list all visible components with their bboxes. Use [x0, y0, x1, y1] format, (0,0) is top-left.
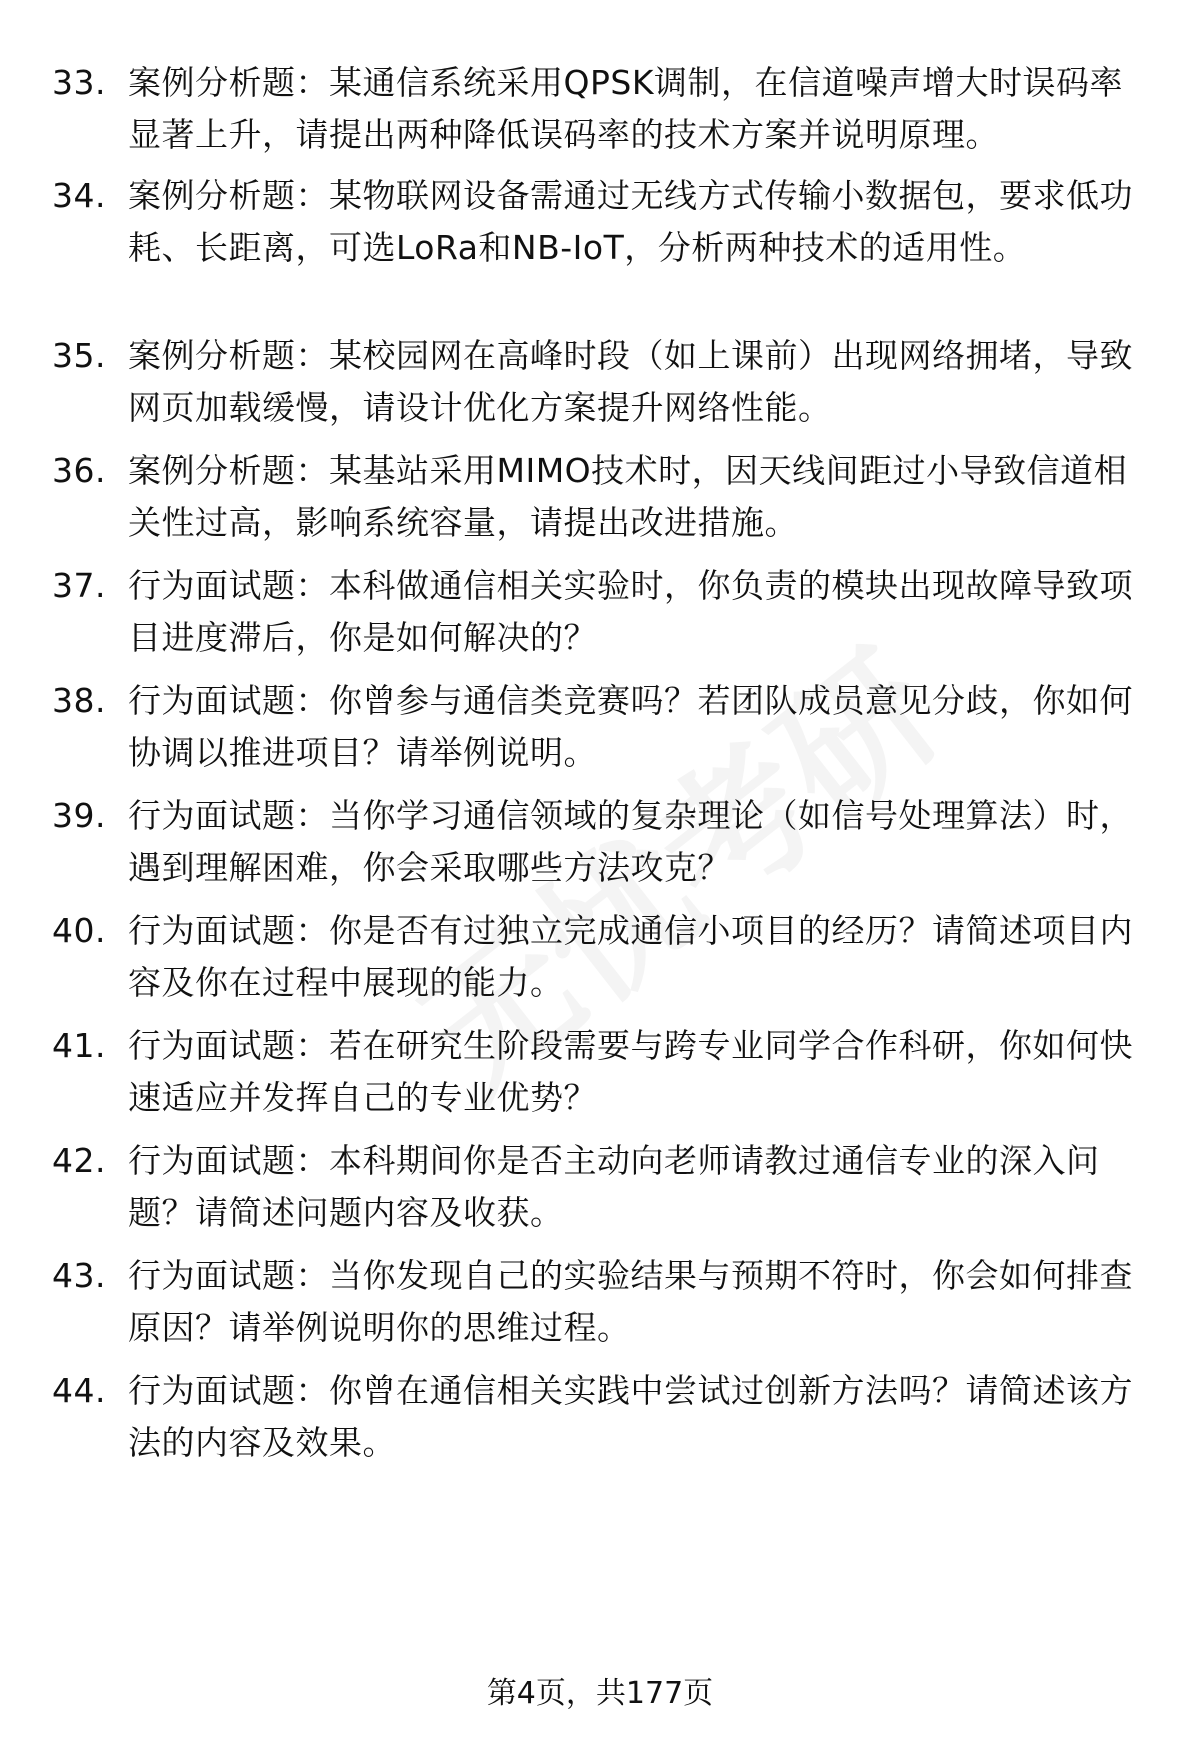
question-number: 34. [52, 176, 106, 215]
page-number-footer: 第4页，共177页 [486, 1676, 714, 1711]
question-text: 行为面试题：当你学习通信领域的复杂理论（如信号处理算法）时，遇到理解困难，你会采取哪些方法攻克？ [128, 796, 1133, 887]
question-number: 35. [52, 336, 106, 375]
question-text: 行为面试题：你曾参与通信类竞赛吗？若团队成员意见分歧，你如何协调以推进项目？请举例说明。 [128, 681, 1133, 772]
question-number: 37. [52, 566, 106, 605]
question-text: 行为面试题：你是否有过独立完成通信小项目的经历？请简述项目内容及你在过程中展现的能力。 [128, 911, 1133, 1002]
question-number: 38. [52, 681, 106, 720]
question-text: 行为面试题：当你发现自己的实验结果与预期不符时，你会如何排查原因？请举例说明你的思维过程。 [128, 1256, 1133, 1347]
question-text: 行为面试题：本科期间你是否主动向老师请教过通信专业的深入问题？请简述问题内容及收获。 [128, 1141, 1100, 1232]
question-number: 36. [52, 451, 106, 490]
question-number: 40. [52, 911, 106, 950]
question-text: 案例分析题：某物联网设备需通过无线方式传输小数据包，要求低功耗、长距离，可选LoRa和NB-IoT，分析两种技术的适用性。 [128, 176, 1133, 267]
question-text: 案例分析题：某通信系统采用QPSK调制，在信道噪声增大时误码率显著上升，请提出两种降低误码率的技术方案并说明原理。 [128, 63, 1123, 154]
question-number: 42. [52, 1141, 106, 1180]
question-text: 案例分析题：某基站采用MIMO技术时，因天线间距过小导致信道相关性过高，影响系统容量，请提出改进措施。 [128, 451, 1128, 542]
question-text: 案例分析题：某校园网在高峰时段（如上课前）出现网络拥堵，导致网页加载缓慢，请设计优化方案提升网络性能。 [128, 336, 1133, 427]
question-text: 行为面试题：本科做通信相关实验时，你负责的模块出现故障导致项目进度滞后，你是如何解决的？ [128, 566, 1133, 657]
question-number: 33. [52, 63, 106, 102]
question-number: 43. [52, 1256, 106, 1295]
question-number: 44. [52, 1371, 106, 1410]
question-number: 39. [52, 796, 106, 835]
question-text: 行为面试题：若在研究生阶段需要与跨专业同学合作科研，你如何快速适应并发挥自己的专业优势？ [128, 1026, 1133, 1117]
question-text: 行为面试题：你曾在通信相关实践中尝试过创新方法吗？请简述该方法的内容及效果。 [128, 1371, 1133, 1462]
question-number: 41. [52, 1026, 106, 1065]
